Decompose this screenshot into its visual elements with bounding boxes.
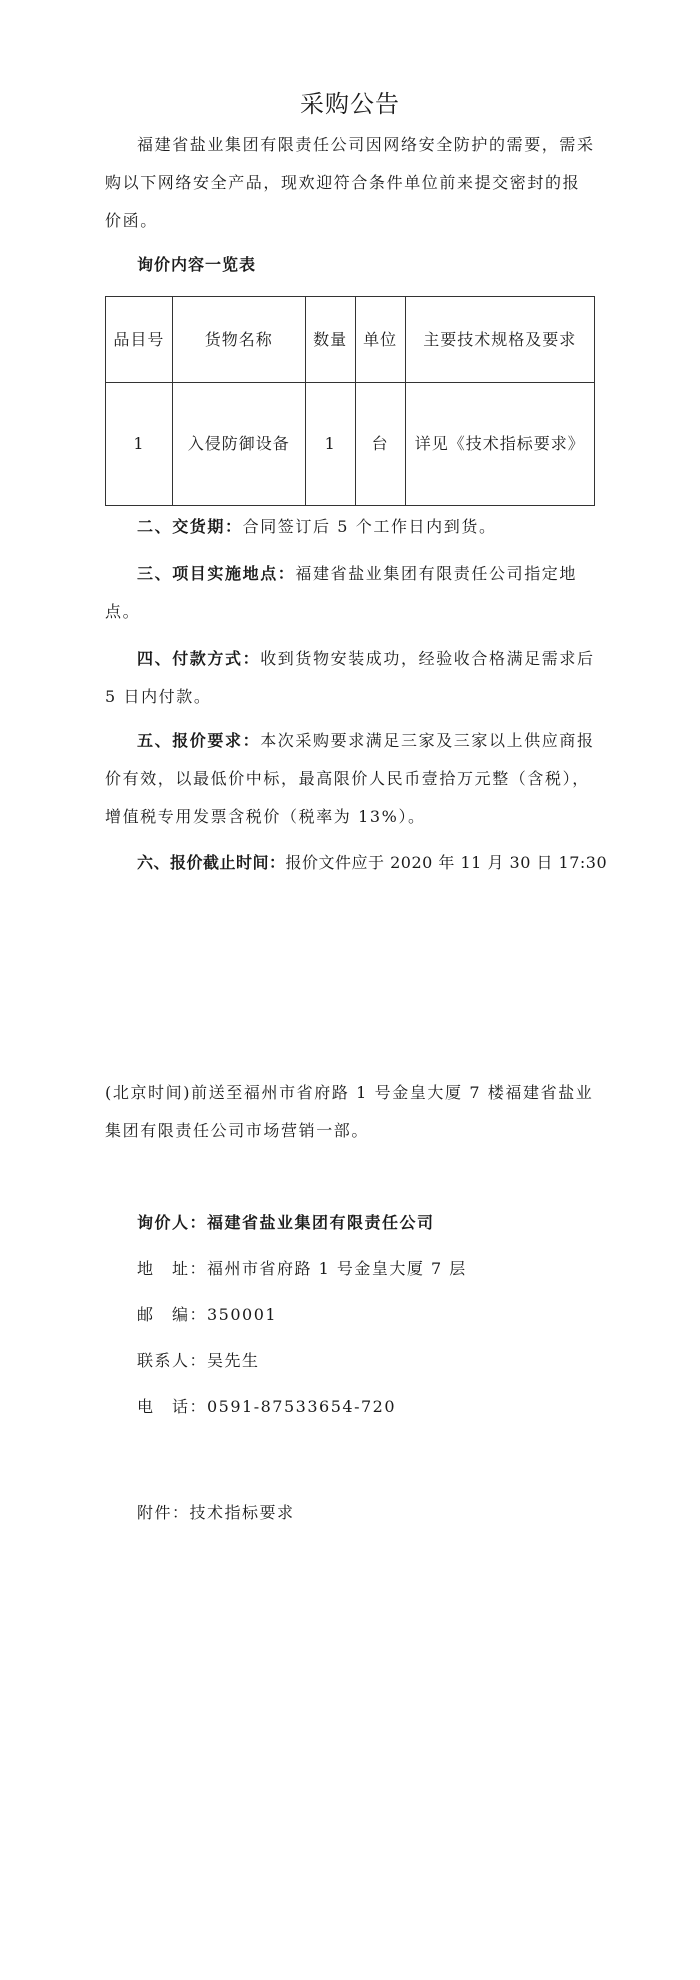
header-quantity: 数量 — [305, 297, 355, 383]
payment-section — [105, 640, 595, 716]
cell-item-no: 1 — [106, 383, 173, 506]
quote-text: 本次采购要求满足三家及三家以上供应商报价有效，以最低价中标，最高限价人民币壹拾万元整（含税），增值税专用发票含税价（税率为 13%）。 — [105, 731, 595, 826]
postcode-line: 邮 编：350001 — [137, 1305, 278, 1324]
address-line: 地 址：福州市省府路 1 号金皇大厦 7 层 — [137, 1259, 467, 1278]
attachment-line: 附件：技术指标要求 — [137, 1503, 295, 1522]
contact-person-line: 联系人：吴先生 — [137, 1351, 260, 1370]
inquirer-line: 询价人：福建省盐业集团有限责任公司 — [137, 1213, 435, 1232]
phone-line: 电 话：0591-87533654-720 — [137, 1397, 397, 1416]
location-section — [105, 555, 595, 631]
quote-label: 五、报价要求： — [137, 731, 261, 750]
table-caption: 询价内容一览表 — [137, 255, 257, 274]
cell-goods-name: 入侵防御设备 — [172, 383, 305, 506]
delivery-section — [105, 508, 595, 546]
header-goods-name: 货物名称 — [172, 297, 305, 383]
location-label: 三、项目实施地点： — [137, 564, 296, 583]
delivery-label: 二、交货期： — [137, 517, 243, 536]
delivery-text: 合同签订后 5 个工作日内到货。 — [242, 517, 497, 536]
header-unit: 单位 — [355, 297, 405, 383]
payment-text: 收到货物安装成功，经验收合格满足需求后 5 日内付款。 — [105, 649, 595, 706]
deadline-text: 报价文件应于 2020 年 11 月 30 日 17:30 — [285, 853, 608, 872]
header-specifications: 主要技术规格及要求 — [405, 297, 594, 383]
table-header-row — [106, 297, 595, 383]
inquiry-table — [105, 296, 595, 506]
intro-paragraph: 福建省盐业集团有限责任公司因网络安全防护的需要，需采购以下网络安全产品，现欢迎符合条件单位前来提交密封的报价函。 — [105, 135, 595, 230]
table-row — [106, 383, 595, 506]
cell-specifications: 详见《技术指标要求》 — [405, 383, 594, 506]
header-item-no: 品目号 — [106, 297, 173, 383]
quote-section — [105, 722, 595, 836]
payment-label: 四、付款方式： — [137, 649, 261, 668]
cell-unit: 台 — [355, 383, 405, 506]
page-title: 采购公告 — [300, 90, 400, 118]
deadline-section — [105, 844, 608, 882]
location-text: 福建省盐业集团有限责任公司指定地点。 — [105, 564, 578, 621]
deadline-continued: (北京时间)前送至福州市省府路 1 号金皇大厦 7 楼福建省盐业集团有限责任公司市场营销一部。 — [105, 1083, 594, 1140]
cell-quantity: 1 — [305, 383, 355, 506]
deadline-label: 六、报价截止时间： — [137, 853, 286, 872]
